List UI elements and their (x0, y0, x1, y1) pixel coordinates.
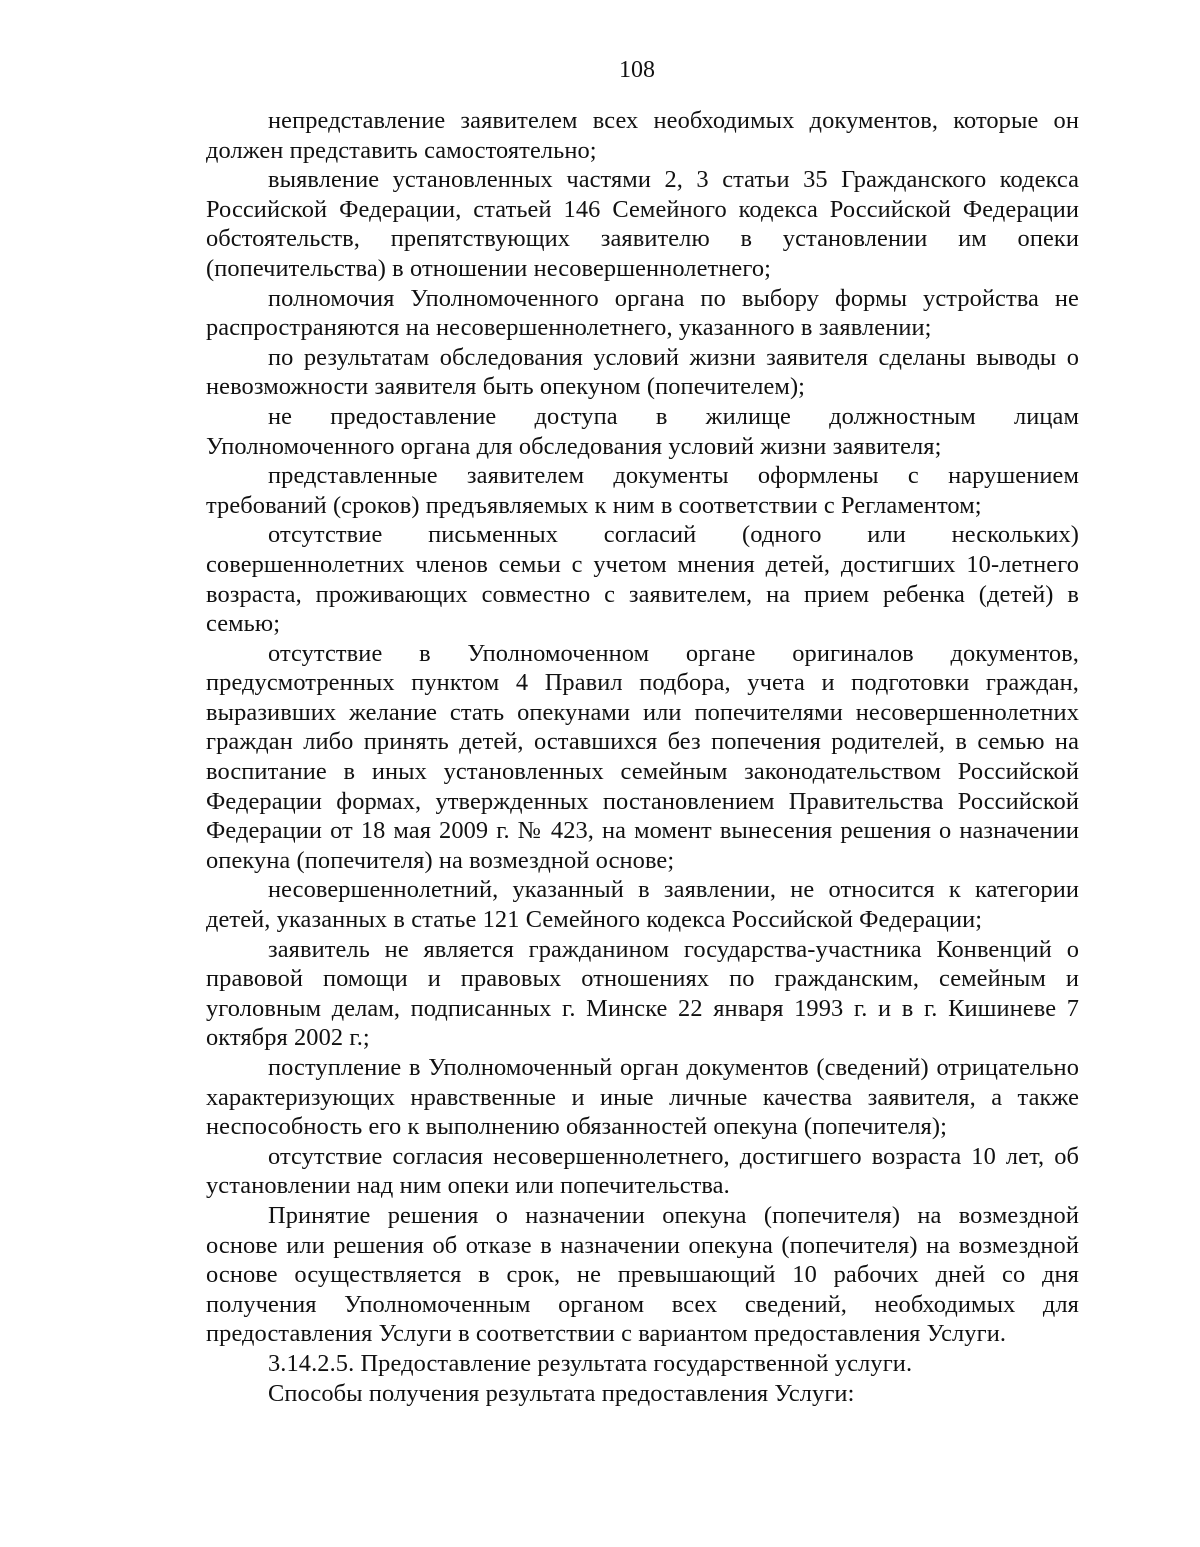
page-number: 108 (619, 57, 655, 83)
document-body (206, 106, 1079, 1408)
paragraph-authority-powers: полномочия Уполномоченного органа по выбору формы устройства не распространяются на несовершеннолетнего, указанного в заявлении; (206, 284, 1079, 342)
paragraph-child-category: несовершеннолетний, указанный в заявлении, не относится к категории детей, указанных в статье 121 Семейного кодекса Российской Федерации; (206, 876, 1079, 934)
section-heading-3-14-2-5: 3.14.2.5. Предоставление результата государственной услуги. (268, 1349, 913, 1377)
paragraph-original-documents: отсутствие в Уполномоченном органе оригиналов документов, предусмотренных пунктом 4 Правил подбора, учета и подготовки граждан, выразивших желание стать опекунами или попечителями несовершеннолетних граждан либо принять детей, оставшихся без попечения родителей, в семью на воспитание в иных установленных семейным законодательством Российской Федерации формах, утвержденных постановлением Правительства Российской Федерации от 18 мая 2009 г. № 423, на момент вынесения решения о назначении опекуна (попечителя) на возмездной основе; (206, 639, 1079, 874)
paragraph-family-consent: отсутствие письменных согласий (одного или нескольких) совершеннолетних членов семьи с учетом мнения детей, достигших 10-летнего возраста, проживающих совместно с заявителем, на прием ребенка (детей) в семью; (206, 521, 1079, 638)
paragraph-inspection-results: по результатам обследования условий жизни заявителя сделаны выводы о невозможности заявителя быть опекуном (попечителем); (206, 343, 1079, 401)
paragraph-negative-information: поступление в Уполномоченный орган документов (сведений) отрицательно характеризующих нравственные и иные личные качества заявителя, а также неспособность его к выполнению обязанностей опекуна (попечителя); (206, 1054, 1079, 1141)
paragraph-missing-documents: непредставление заявителем всех необходимых документов, которые он должен представить самостоятельно; (206, 107, 1079, 164)
paragraph-result-methods: Способы получения результата предоставления Услуги: (268, 1379, 855, 1407)
paragraph-documents-violations: представленные заявителем документы оформлены с нарушением требований (сроков) предъявляемых к ним в соответствии с Регламентом; (206, 462, 1079, 519)
paragraph-conventions: заявитель не является гражданином государства-участника Конвенций о правовой помощи и правовых отношениях по гражданским, семейным и уголовным делам, подписанных г. Минске 22 января 1993 г. и в г. Кишиневе 7 октября 2002 г.; (206, 935, 1079, 1052)
paragraph-decision-term: Принятие решения о назначении опекуна (попечителя) на возмездной основе или решения об отказе в назначении опекуна (попечителя) на возмездной основе осуществляется в срок, не превышающий 10 рабочих дней со дня получения Уполномоченным органом всех сведений, необходимых для предоставления Услуги в соответствии с вариантом предоставления Услуги. (206, 1201, 1079, 1348)
paragraph-civil-code-circumstances: выявление установленных частями 2, 3 статьи 35 Гражданского кодекса Российской Федерации, статьей 146 Семейного кодекса Российской Федерации обстоятельств, препятствующих заявителю в установлении им опеки (попечительства) в отношении несовершеннолетнего; (206, 166, 1079, 282)
paragraph-no-access: не предоставление доступа в жилище должностным лицам Уполномоченного органа для обследования условий жизни заявителя; (206, 402, 1079, 460)
paragraph-minor-consent: отсутствие согласия несовершеннолетнего, достигшего возраста 10 лет, об установлении над ним опеки или попечительства. (206, 1142, 1079, 1200)
